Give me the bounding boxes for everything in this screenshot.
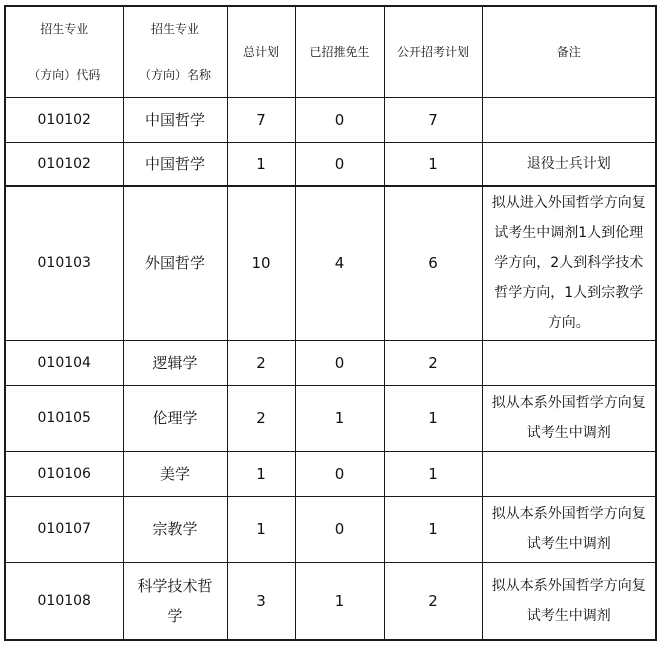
header-major-name <box>123 6 227 97</box>
table-header-row <box>5 6 656 97</box>
table-row <box>5 340 656 385</box>
cell-note <box>482 97 656 142</box>
cell-total: 2 <box>227 340 295 385</box>
table-row <box>5 562 656 640</box>
cell-exempt: 1 <box>295 385 384 451</box>
cell-note: 退役士兵计划 <box>482 142 656 186</box>
cell-note <box>482 451 656 496</box>
cell-note: 拟从进入外国哲学方向复试考生中调剂1人到伦理学方向，2人到科学技术哲学方向，1人到宗教学方向。 <box>482 186 656 340</box>
cell-name: 中国哲学 <box>123 97 227 142</box>
cell-code: 010103 <box>5 186 123 340</box>
cell-name: 逻辑学 <box>123 340 227 385</box>
header-exempt-admitted: 已招推免生 <box>295 6 384 97</box>
cell-code: 010108 <box>5 562 123 640</box>
header-total-plan: 总计划 <box>227 6 295 97</box>
cell-total: 1 <box>227 496 295 562</box>
table-row <box>5 97 656 142</box>
cell-code: 010102 <box>5 97 123 142</box>
cell-code: 010105 <box>5 385 123 451</box>
table-row <box>5 451 656 496</box>
header-major-code <box>5 6 123 97</box>
cell-open: 1 <box>384 142 482 186</box>
cell-total: 7 <box>227 97 295 142</box>
cell-total: 3 <box>227 562 295 640</box>
table-row <box>5 186 656 340</box>
cell-exempt: 0 <box>295 97 384 142</box>
cell-open: 2 <box>384 562 482 640</box>
cell-note <box>482 340 656 385</box>
cell-exempt: 0 <box>295 142 384 186</box>
cell-name: 外国哲学 <box>123 186 227 340</box>
cell-code: 010102 <box>5 142 123 186</box>
cell-note: 拟从本系外国哲学方向复试考生中调剂 <box>482 385 656 451</box>
cell-note: 拟从本系外国哲学方向复试考生中调剂 <box>482 496 656 562</box>
table-row <box>5 496 656 562</box>
enrollment-plan-table <box>4 5 657 641</box>
header-major-code-line2: （方向）代码 <box>28 67 101 82</box>
cell-open: 2 <box>384 340 482 385</box>
cell-code: 010106 <box>5 451 123 496</box>
cell-total: 1 <box>227 142 295 186</box>
cell-exempt: 4 <box>295 186 384 340</box>
cell-exempt: 0 <box>295 496 384 562</box>
cell-name: 宗教学 <box>123 496 227 562</box>
cell-open: 1 <box>384 385 482 451</box>
cell-open: 1 <box>384 451 482 496</box>
cell-name: 美学 <box>123 451 227 496</box>
cell-total: 2 <box>227 385 295 451</box>
cell-exempt: 0 <box>295 451 384 496</box>
cell-total: 1 <box>227 451 295 496</box>
cell-open: 6 <box>384 186 482 340</box>
header-open-exam-plan: 公开招考计划 <box>384 6 482 97</box>
cell-open: 7 <box>384 97 482 142</box>
cell-code: 010104 <box>5 340 123 385</box>
cell-name: 中国哲学 <box>123 142 227 186</box>
table-row <box>5 142 656 186</box>
cell-note: 拟从本系外国哲学方向复试考生中调剂 <box>482 562 656 640</box>
header-major-name-line1: 招生专业 <box>150 21 199 36</box>
cell-exempt: 1 <box>295 562 384 640</box>
cell-total: 10 <box>227 186 295 340</box>
header-major-code-line1: 招生专业 <box>40 21 89 36</box>
cell-code: 010107 <box>5 496 123 562</box>
cell-exempt: 0 <box>295 340 384 385</box>
cell-open: 1 <box>384 496 482 562</box>
cell-name: 伦理学 <box>123 385 227 451</box>
table-row <box>5 385 656 451</box>
header-major-name-line2: （方向）名称 <box>138 67 211 82</box>
cell-name: 科学技术哲学 <box>123 562 227 640</box>
header-remarks: 备注 <box>482 6 656 97</box>
